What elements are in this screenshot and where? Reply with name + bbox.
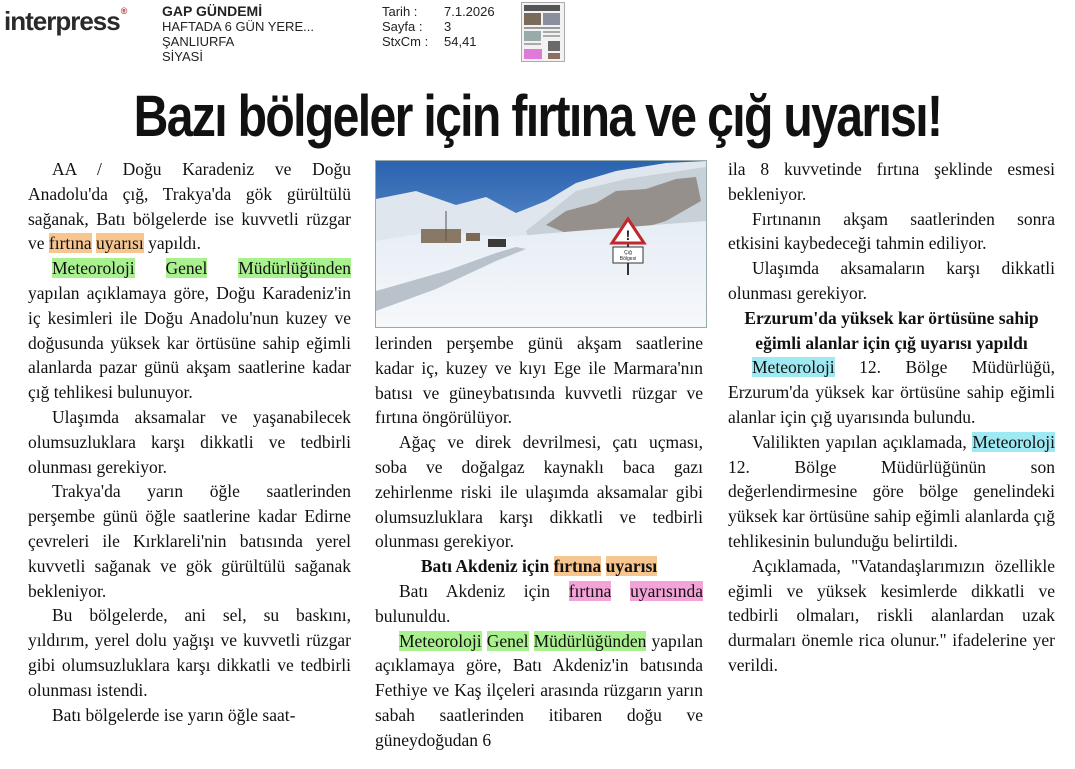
headline: Bazı bölgeler için fırtına ve çığ uyarısı! bbox=[133, 84, 942, 149]
date-label: Tarih : bbox=[382, 4, 418, 19]
stxcm-value: 54,41 bbox=[444, 34, 477, 49]
publication-frequency: HAFTADA 6 GÜN YERE... bbox=[162, 19, 314, 34]
highlight: Müdürlüğünden bbox=[238, 258, 352, 279]
paragraph: Fırtınanın akşam saatlerinden sonra etkisini kaybedeceği tahmin ediliyor. bbox=[728, 208, 1055, 254]
paragraph: Ulaşımda aksamalar ve yaşanabilecek olumsuzluklara karşı dikkatli ve tedbirli olunması gerekiyor. bbox=[28, 406, 351, 477]
paragraph: Meteoroloji Genel Müdürlüğünden yapılan açıklamaya göre, Doğu Karadeniz'in iç kesimleri ile Doğu Anadolu'nun kuzey ve doğusunda yüksek kar örtüsüne sahip eğimli alanlarda pazar günü akşam saatlerine kadar çığ tehlikesi bulunuyor. bbox=[28, 258, 352, 403]
paragraph: Batı bölgelerde ise yarın öğle saat- bbox=[52, 704, 296, 725]
highlight: Genel bbox=[165, 258, 208, 279]
highlight: uyarısında bbox=[630, 580, 703, 601]
paragraph: AA / Doğu Karadeniz ve Doğu Anadolu'da çığ, Trakya'da gök gürültülü sağanak, Batı bölgelerde ise kuvvetli rüzgar ve fırtına uyarısı yapıldı. bbox=[28, 159, 351, 254]
paragraph: Valilikten yapılan açıklamada, Meteoroloji 12. Bölge Müdürlüğünün son değerlendirmesine göre bölge genelindeki yüksek kar örtüsüne sahip eğimli alanlarda çığ tehlikesinin bulunduğu belirtildi. bbox=[728, 431, 1055, 551]
publication-category: SİYASİ bbox=[162, 49, 203, 64]
highlight: Genel bbox=[486, 630, 529, 651]
paragraph: lerinden perşembe günü akşam saatlerine kadar iç, kuzey ve kıyı Ege ile Marmara'nın batısı ve güneybatısında kuvvetli rüzgar ve fırtına öngörülüyor. bbox=[375, 333, 703, 428]
paragraph: Trakya'da yarın öğle saatlerinden perşembe günü öğle saatlerine kadar Edirne çevreleri ile Kırklareli'nin batısında yerel kuvvetli sağanak ve gök gürültülü sağanak bekleniyor. bbox=[28, 481, 351, 601]
page-thumbnail[interactable] bbox=[521, 2, 565, 62]
paragraph: Meteoroloji Genel Müdürlüğünden yapılan açıklamaya göre, Batı Akdeniz'in batısında Fethiye ve Kaş ilçeleri arasında rüzgarın yarın sabah saatlerinden itibaren doğu ve güneydoğudan 6 bbox=[375, 630, 703, 750]
subheading: Erzurum'da yüksek kar örtüsüne sahip eğimli alanlar için çığ uyarısı yapıldı bbox=[744, 307, 1039, 353]
paragraph: Batı Akdeniz için fırtına uyarısında bulunuldu. bbox=[375, 580, 703, 626]
highlight: Meteoroloji bbox=[752, 357, 835, 378]
highlight: Meteoroloji bbox=[972, 431, 1055, 452]
article-column-2 bbox=[375, 331, 703, 753]
publication-info bbox=[162, 4, 314, 64]
article-column-3 bbox=[728, 157, 1055, 678]
paragraph: Bu bölgelerde, ani sel, su baskını, yıldırım, yerel dolu yağışı ve kuvvetli rüzgar gibi olumsuzluklara karşı dikkatli ve tedbirli olunması istendi. bbox=[28, 605, 351, 700]
paragraph: Ağaç ve direk devrilmesi, çatı uçması, soba ve doğalgaz kaynaklı baca gazı zehirlenme riski ile ulaşımda aksamalar gibi olumsuzluklara karşı dikkatli ve tedbirli olunması gerekiyor. bbox=[375, 432, 703, 552]
interpress-logo: interpress® bbox=[4, 6, 127, 36]
highlight: Meteoroloji bbox=[52, 258, 135, 279]
snowy-road-photo bbox=[376, 161, 706, 327]
article-photo bbox=[375, 160, 707, 328]
paragraph: Açıklamada, "Vatandaşlarımızın özellikle eğimli ve yüksek kesimlerde dikkatli ve tedbirli olmaları, riskli alanlardan uzak durmaları önemle rica olunur." ifadelerine yer verildi. bbox=[728, 555, 1055, 675]
highlight: fırtına bbox=[48, 233, 92, 254]
page-label: Sayfa : bbox=[382, 19, 423, 34]
svg-text:Bölgesi: Bölgesi bbox=[619, 256, 637, 262]
stxcm-label: StxCm : bbox=[382, 34, 429, 49]
highlight: fırtına bbox=[568, 580, 612, 601]
clipping-meta bbox=[382, 4, 495, 49]
highlight: Müdürlüğünden bbox=[533, 630, 647, 651]
publication-name: GAP GÜNDEMİ bbox=[162, 3, 263, 19]
article-column-1 bbox=[28, 157, 351, 727]
paragraph: Ulaşımda aksamaların karşı dikkatli olunması gerekiyor. bbox=[728, 258, 1055, 303]
svg-text:!: ! bbox=[625, 227, 631, 243]
date-value: 7.1.2026 bbox=[444, 4, 495, 19]
publication-city: ŞANLIURFA bbox=[162, 34, 235, 49]
paragraph: Meteoroloji 12. Bölge Müdürlüğü, Erzurum'da yüksek kar örtüsüne sahip eğimli alanlar için çığ uyarısında bulundu. bbox=[728, 357, 1055, 427]
subheading: Batı Akdeniz için fırtına uyarısı bbox=[420, 556, 658, 577]
svg-text:Çığ: Çığ bbox=[624, 250, 632, 256]
highlight: uyarısı bbox=[96, 233, 144, 254]
page-value: 3 bbox=[444, 19, 452, 34]
paragraph: ila 8 kuvvetinde fırtına şeklinde esmesi bekleniyor. bbox=[728, 159, 1055, 204]
highlight: fırtına bbox=[553, 556, 602, 577]
highlight: uyarısı bbox=[605, 556, 658, 577]
highlight: Meteoroloji bbox=[399, 630, 482, 651]
